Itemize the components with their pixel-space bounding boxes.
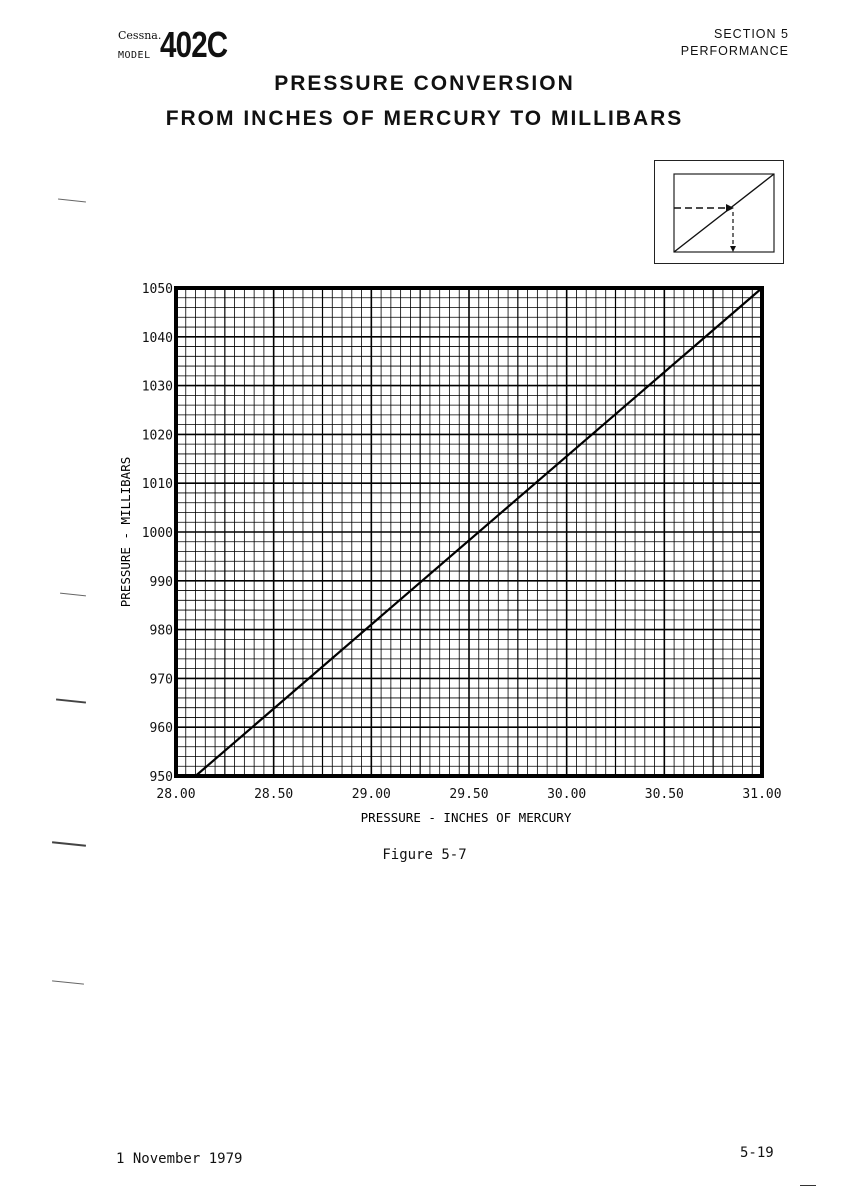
x-tick-label: 28.00 [156,787,196,802]
x-tick-label: 29.50 [449,787,489,802]
brand-logo: Cessna. [118,29,162,42]
y-tick-label: 1000 [141,526,173,541]
y-tick-label: 950 [149,770,173,785]
y-axis-label: PRESSURE - MILLIBARS [118,456,133,608]
chart-title-line2: FROM INCHES OF MERCURY TO MILLIBARS [165,107,684,130]
section-number: SECTION 5 [714,27,789,41]
x-axis-label: PRESSURE - INCHES OF MERCURY [360,810,572,825]
y-tick-label: 1050 [141,282,173,297]
chart-grid [176,288,762,776]
y-tick-label: 960 [149,721,173,737]
figure-caption: Figure 5-7 [382,847,467,863]
model-label: MODEL [118,50,151,61]
x-tick-label: 28.50 [254,787,294,802]
x-tick-labels [156,787,781,802]
y-tick-label: 1020 [141,428,173,444]
x-tick-label: 31.00 [742,787,782,802]
x-tick-label: 30.00 [547,787,587,802]
model-number: 402C [160,24,228,65]
y-tick-label: 970 [149,672,173,688]
footer-date: 1 November 1979 [116,1151,243,1167]
y-tick-label: 1030 [141,379,173,395]
section-name: PERFORMANCE [680,44,789,58]
y-tick-label: 980 [149,623,173,639]
footer-page-number: 5-19 [740,1145,774,1161]
scan-mark [52,980,84,984]
scan-mark [800,1185,816,1186]
chart-title-line1: PRESSURE CONVERSION [274,72,575,95]
y-tick-label: 1040 [141,330,173,346]
x-tick-label: 29.00 [351,787,391,802]
y-tick-labels [142,282,173,785]
y-tick-label: 1010 [141,477,173,493]
y-tick-label: 990 [149,574,173,590]
x-tick-label: 30.50 [644,787,684,802]
